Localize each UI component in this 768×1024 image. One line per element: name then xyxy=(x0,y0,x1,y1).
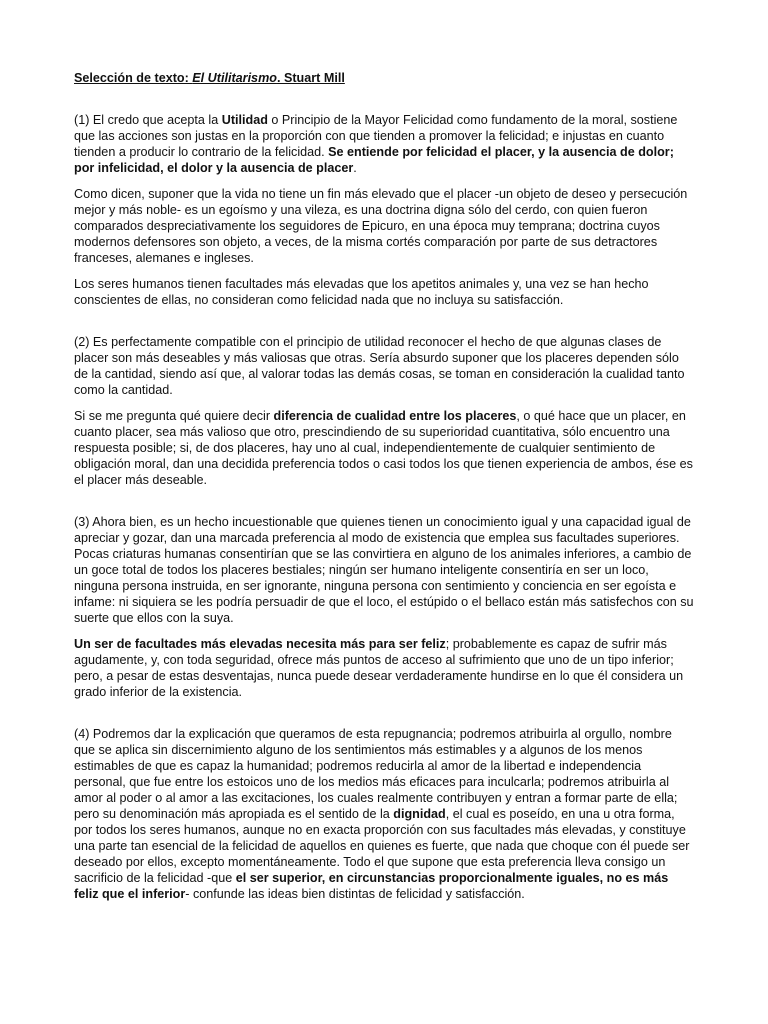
section-4 xyxy=(74,726,696,902)
bold-text: dignidad xyxy=(393,807,446,821)
title-prefix: Selección de texto: xyxy=(74,71,193,85)
title-work: El Utilitarismo xyxy=(192,71,277,85)
text-run: . xyxy=(353,161,357,175)
paragraph xyxy=(74,334,696,398)
bold-text: Utilidad xyxy=(221,113,268,127)
title-suffix: . Stuart Mill xyxy=(276,71,345,85)
text-run: , el cual es poseído, en una u otra forma, por todos los seres humanos, aunque no en exacta proporción con sus facultades más elevadas, y constituye una parte tan esencial de la felicidad de aquellos en quienes es fuerte, que nada que choque con él puede ser deseado por ellos, excepto momentáneamente. Todo el que supone que esta preferencia lleva consigo un sacrificio de la felicidad -que xyxy=(74,807,690,885)
text-run: ; probablemente es capaz de sufrir más agudamente, y, con toda seguridad, ofrece más puntos de acceso al sufrimiento que uno de un tipo inferior; pero, a pesar de estas desventajas, nunca puede desear verdaderamente hundirse en lo que él considera un grado inferior de la existencia. xyxy=(74,637,684,699)
bold-text: diferencia de cualidad entre los placeres xyxy=(273,409,517,423)
text-run: Como dicen, suponer que la vida no tiene un fin más elevado que el placer -un objeto de deseo y persecución mejor y más noble- es un egoísmo y una vileza, es una doctrina digna sólo del cerdo, con quien fueron comparados despreciativamente los seguidores de Epicuro, en una época muy temprana; doctrina cuyos modernos defensores son objeto, a veces, de la misma cortés comparación por parte de sus detractores franceses, alemanes e ingleses. xyxy=(74,187,688,265)
text-sections xyxy=(74,112,696,902)
text-run: , o qué hace que un placer, en cuanto placer, sea más valioso que otro, prescindiendo de su superioridad cuantitativa, sólo encuentro una respuesta posible; si, de dos placeres, hay uno al cual, independientemente de cualquier sentimiento de obligación moral, dan una decidida preferencia todos o casi todos los que tienen experiencia de ambos, ése es el placer más deseable. xyxy=(74,409,693,487)
paragraph xyxy=(74,726,696,902)
paragraph xyxy=(74,636,696,700)
text-run: o Principio de la Mayor Felicidad como fundamento de la moral, sostiene que las acciones son justas en la proporción con que tienden a promover la felicidad; e injustas en cuanto tienden a producir lo contrario de la felicidad. xyxy=(74,113,678,159)
bold-text: el ser superior, en circunstancias proporcionalmente iguales, no es más feliz que el inferior xyxy=(74,871,669,901)
document-title xyxy=(74,70,696,86)
paragraph xyxy=(74,408,696,488)
text-run: Los seres humanos tienen facultades más elevadas que los apetitos animales y, una vez se han hecho conscientes de ellas, no consideran como felicidad nada que no incluya su satisfacción. xyxy=(74,277,649,307)
section-3 xyxy=(74,514,696,700)
paragraph xyxy=(74,514,696,626)
bold-text: Se entiende por felicidad el placer, y la ausencia de dolor; por infelicidad, el dolor y la ausencia de placer xyxy=(74,145,674,175)
text-run: (4) Podremos dar la explicación que queramos de esta repugnancia; podremos atribuirla al orgullo, nombre que se aplica sin discernimiento alguno de los sentimientos más estimables y a algunos de los menos estimables de que es capaz la humanidad; podremos reducirla al amor de la libertad e independencia personal, que fue entre los estoicos uno de los medios más eficaces para inculcarla; podremos atribuirla al amor al poder o al amor a las excitaciones, los cuales realmente contribuyen y entran a formar parte de ella; pero su denominación más apropiada es el sentido de la xyxy=(74,727,678,821)
text-run: (1) El credo que acepta la xyxy=(74,113,222,127)
paragraph xyxy=(74,112,696,176)
paragraph xyxy=(74,276,696,308)
document-body xyxy=(74,70,696,902)
paragraph xyxy=(74,186,696,266)
text-run: - confunde las ideas bien distintas de felicidad y satisfacción. xyxy=(185,887,525,901)
bold-text: Un ser de facultades más elevadas necesita más para ser feliz xyxy=(74,637,446,651)
section-2 xyxy=(74,334,696,488)
text-run: (2) Es perfectamente compatible con el principio de utilidad reconocer el hecho de que algunas clases de placer son más deseables y más valiosas que otras. Sería absurdo suponer que los placeres dependen sólo de la cantidad, siendo así que, al valorar todas las demás cosas, se toman en consideración la cualidad tanto como la cantidad. xyxy=(74,335,685,397)
text-run: (3) Ahora bien, es un hecho incuestionable que quienes tienen un conocimiento igual y una capacidad igual de apreciar y gozar, dan una marcada preferencia al modo de existencia que emplea sus facultades superiores. Pocas criaturas humanas consentirían que se las convirtiera en alguno de los animales inferiores, a cambio de un goce total de todos los placeres bestiales; ningún ser humano inteligente consentiría en ser un loco, ninguna persona instruida, en ser ignorante, ninguna persona con sentimiento y conciencia en ser egoísta e infame: ni siquiera se les podría persuadir de que el loco, el estúpido o el bellaco están más satisfechos con su suerte que ellos con la suya. xyxy=(74,515,694,625)
section-1 xyxy=(74,112,696,308)
text-run: Si se me pregunta qué quiere decir xyxy=(74,409,274,423)
